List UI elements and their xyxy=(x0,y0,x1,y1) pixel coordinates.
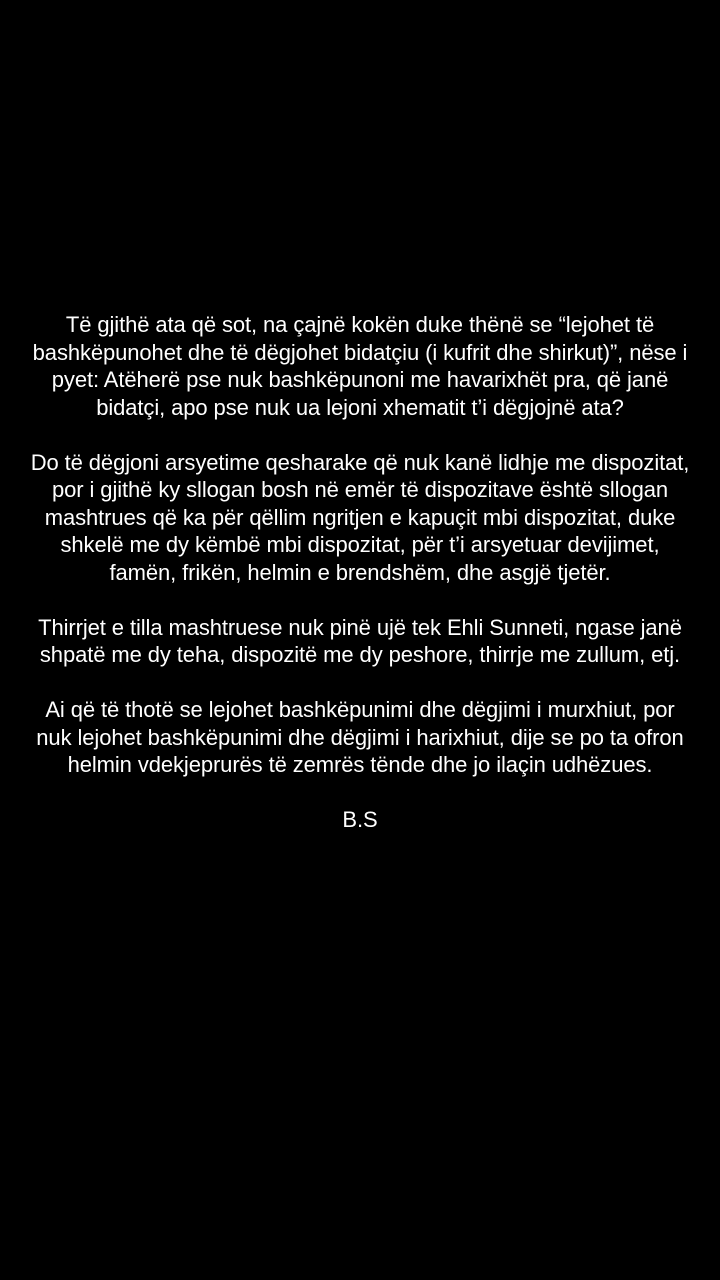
paragraph-2: Do të dëgjoni arsyetime qesharake që nuk kanë lidhje me dispozitat, por i gjithë ky sllogan bosh në emër të dispozitave është sllogan mashtrues që ka për qëllim ngritjen e kapuçit mbi dispozitat, duke shkelë me dy këmbë mbi dispozitat, për t’i arsyetuar devijimet, famën, frikën, helmin e brendshëm, dhe asgjë tjetër. xyxy=(30,449,690,585)
story-text xyxy=(0,311,720,834)
paragraph-3: Thirrjet e tilla mashtruese nuk pinë ujë tek Ehli Sunneti, ngase janë shpatë me dy teha, dispozitë me dy peshore, thirrje me zullum, etj. xyxy=(38,614,682,667)
paragraph-1: Të gjithë ata që sot, na çajnë kokën duke thënë se “lejohet të bashkëpunohet dhe të dëgjohet bidatçiu (i kufrit dhe shirkut)”, nëse i pyet: Atëherë pse nuk bashkëpunoni me havarixhët pra, që janë bidatçi, apo pse nuk ua lejoni xhematit t’i dëgjojnë ata? xyxy=(32,312,688,420)
signature: B.S xyxy=(342,807,378,832)
paragraph-4: Ai që të thotë se lejohet bashkëpunimi dhe dëgjimi i murxhiut, por nuk lejohet bashkëpunimi dhe dëgjimi i harixhiut, dije se po ta ofron helmin vdekjeprurës të zemrës tënde dhe jo ilaçin udhëzues. xyxy=(36,697,684,777)
